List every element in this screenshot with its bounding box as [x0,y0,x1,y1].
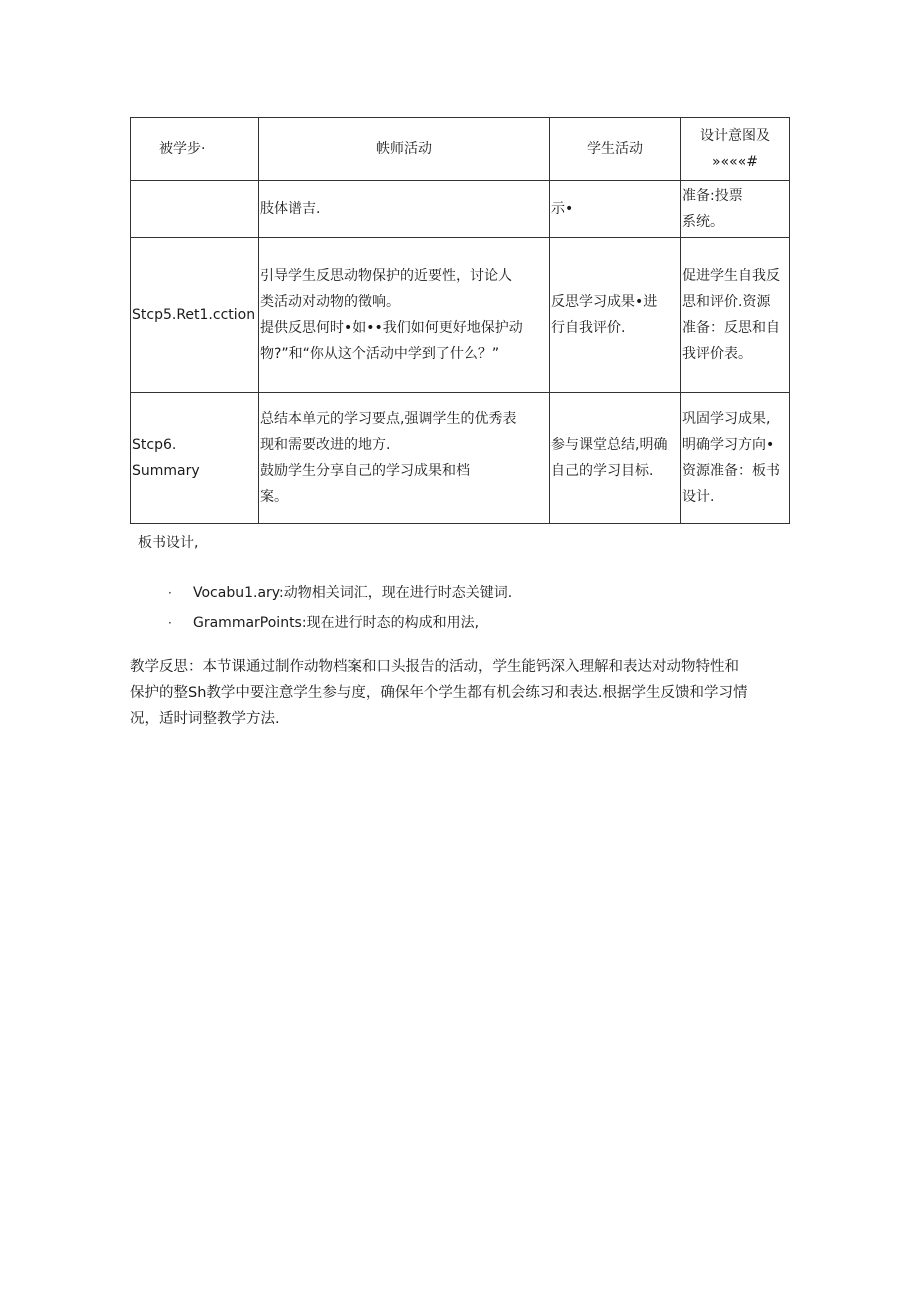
list-item-text: Vocabu1.ary:动物相关词汇，现在进行时态关键词. [193,585,513,601]
cell-line: 促进学生自我反 [682,268,780,284]
cell-line: 类活动对动物的徵响。 [260,294,400,310]
list-item-text: GrammarPoints:现在进行时态的构成和用法, [193,615,480,631]
header-student-activity: 学生活动 [550,118,681,181]
teacher-activity-cell [259,393,550,524]
table-row [131,238,790,393]
reflection-line: 教学反思：本节课通过制作动物档案和口头报告的活动，学生能钙深入理解和表达对动物特性和 [130,659,739,675]
table-header-row [131,118,790,181]
step-cell [131,181,259,238]
header-design-intent-line: »«««# [712,154,758,170]
list-item [168,578,512,608]
cell-line: 提供反思何时•如••我们如何更好地保护动 [260,320,523,336]
header-design-intent-line: 设计意图及 [700,128,770,144]
cell-line: 肢体谱吉. [260,201,321,217]
cell-line: 巩固学习成果, [682,411,771,427]
bullet-icon: · [168,586,172,600]
reflection-line: 况，适时词整教学方法. [130,711,280,727]
list-item [168,608,512,638]
table-row [131,393,790,524]
header-design-intent [681,118,790,181]
cell-line: 案。 [260,489,288,505]
step-label: Stcp6. [132,437,177,453]
cell-line: 鼓励学生分享自己的学习成果和档 [260,463,470,479]
student-activity-cell [550,393,681,524]
cell-line: 参与课堂总结,明确 [551,437,668,453]
cell-line: 物?”和“你从这个活动中学到了什么？” [260,346,500,362]
student-activity-cell [550,238,681,393]
cell-line: 行自我评价. [551,320,626,336]
cell-line: 资源准备：板书 [682,463,780,479]
step-label: Stcp5.Ret1.cction [132,307,256,323]
bullet-icon: · [168,616,172,630]
student-activity-cell [550,181,681,238]
cell-line: 引导学生反思动物保护的近要性，讨论人 [260,268,512,284]
cell-line: 现和需要改进的地方. [260,437,391,453]
header-step: 被学步· [131,118,259,181]
design-intent-cell [681,181,790,238]
cell-line: 明确学习方向• [682,437,775,453]
cell-line: 我评价表。 [682,346,752,362]
step-cell [131,238,259,393]
teaching-reflection [130,654,795,732]
cell-line: 总结本单元的学习要点,强调学生的优秀表 [260,411,517,427]
header-teacher-activity: 帙师活动 [259,118,550,181]
step-cell [131,393,259,524]
cell-line: 思和评价.资源 [682,294,771,310]
board-design-list [168,578,512,638]
design-intent-cell [681,238,790,393]
cell-line: 示• [551,201,574,217]
reflection-line: 保护的整Sh教学中要注意学生参与度，确保年个学生都有机会练习和表达.根据学生反馈和学习情 [130,685,748,701]
teacher-activity-cell [259,181,550,238]
cell-line: 系统。 [682,214,724,230]
cell-line: 准备：反思和自 [682,320,780,336]
design-intent-cell [681,393,790,524]
lesson-plan-table [130,117,790,524]
cell-line: 准备:投票 [682,188,743,204]
cell-line: 设计. [682,489,715,505]
table-row [131,181,790,238]
cell-line: 自己的学习目标. [551,463,654,479]
board-design-title: 板书设计, [138,535,199,551]
cell-line: 反思学习成果•进 [551,294,658,310]
teacher-activity-cell [259,238,550,393]
step-label: Summary [132,463,200,479]
